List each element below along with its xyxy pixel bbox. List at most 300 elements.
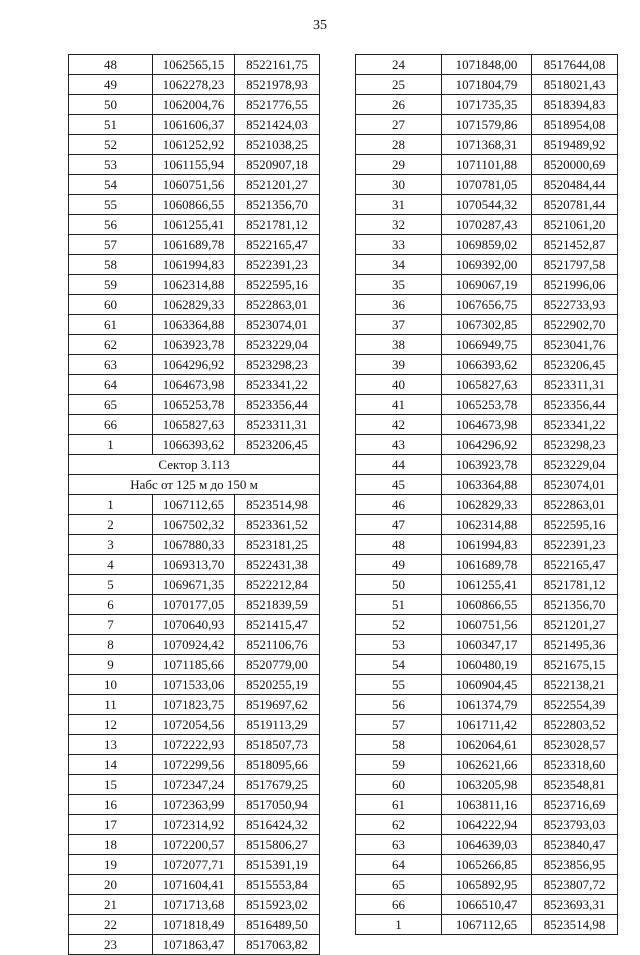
point-number-cell: 55 <box>69 195 153 215</box>
table-row <box>356 375 618 395</box>
x-coordinate-cell: 1069392,00 <box>442 255 532 275</box>
table-body-right <box>356 55 618 935</box>
point-number-cell: 21 <box>69 895 153 915</box>
x-coordinate-cell: 1067502,32 <box>153 515 235 535</box>
table-row <box>356 135 618 155</box>
table-row <box>69 695 320 715</box>
table-row <box>356 715 618 735</box>
y-coordinate-cell: 8519489,92 <box>532 135 618 155</box>
table-body-left <box>69 55 320 955</box>
table-row <box>356 355 618 375</box>
y-coordinate-cell: 8518095,66 <box>235 755 320 775</box>
point-number-cell: 22 <box>69 915 153 935</box>
y-coordinate-cell: 8521797,58 <box>532 255 618 275</box>
point-number-cell: 1 <box>69 495 153 515</box>
point-number-cell: 50 <box>356 575 442 595</box>
y-coordinate-cell: 8523298,23 <box>235 355 320 375</box>
y-coordinate-cell: 8523298,23 <box>532 435 618 455</box>
x-coordinate-cell: 1061994,83 <box>153 255 235 275</box>
y-coordinate-cell: 8521424,03 <box>235 115 320 135</box>
point-number-cell: 4 <box>69 555 153 575</box>
point-number-cell: 1 <box>69 435 153 455</box>
table-row <box>69 75 320 95</box>
y-coordinate-cell: 8517063,82 <box>235 935 320 955</box>
table-row <box>69 155 320 175</box>
table-row <box>356 595 618 615</box>
x-coordinate-cell: 1065827,63 <box>153 415 235 435</box>
point-number-cell: 2 <box>69 515 153 535</box>
table-row <box>356 235 618 255</box>
table-row <box>356 515 618 535</box>
x-coordinate-cell: 1064673,98 <box>153 375 235 395</box>
x-coordinate-cell: 1072314,92 <box>153 815 235 835</box>
x-coordinate-cell: 1065253,78 <box>442 395 532 415</box>
x-coordinate-cell: 1071579,86 <box>442 115 532 135</box>
y-coordinate-cell: 8521038,25 <box>235 135 320 155</box>
point-number-cell: 56 <box>356 695 442 715</box>
x-coordinate-cell: 1064673,98 <box>442 415 532 435</box>
table-row <box>356 495 618 515</box>
table-row <box>356 215 618 235</box>
point-number-cell: 20 <box>69 875 153 895</box>
x-coordinate-cell: 1060866,55 <box>153 195 235 215</box>
x-coordinate-cell: 1063364,88 <box>153 315 235 335</box>
point-number-cell: 57 <box>356 715 442 735</box>
y-coordinate-cell: 8523356,44 <box>532 395 618 415</box>
x-coordinate-cell: 1066510,47 <box>442 895 532 915</box>
y-coordinate-cell: 8521495,36 <box>532 635 618 655</box>
x-coordinate-cell: 1060904,45 <box>442 675 532 695</box>
point-number-cell: 42 <box>356 415 442 435</box>
y-coordinate-cell: 8523311,31 <box>532 375 618 395</box>
point-number-cell: 52 <box>356 615 442 635</box>
table-row <box>69 195 320 215</box>
point-number-cell: 8 <box>69 635 153 655</box>
x-coordinate-cell: 1067112,65 <box>442 915 532 935</box>
point-number-cell: 28 <box>356 135 442 155</box>
y-coordinate-cell: 8521356,70 <box>532 595 618 615</box>
point-number-cell: 59 <box>356 755 442 775</box>
y-coordinate-cell: 8523856,95 <box>532 855 618 875</box>
table-row <box>69 855 320 875</box>
point-number-cell: 38 <box>356 335 442 355</box>
point-number-cell: 57 <box>69 235 153 255</box>
y-coordinate-cell: 8523356,44 <box>235 395 320 415</box>
point-number-cell: 62 <box>356 815 442 835</box>
x-coordinate-cell: 1072347,24 <box>153 775 235 795</box>
table-row <box>69 295 320 315</box>
y-coordinate-cell: 8517050,94 <box>235 795 320 815</box>
y-coordinate-cell: 8515923,02 <box>235 895 320 915</box>
y-coordinate-cell: 8521106,76 <box>235 635 320 655</box>
y-coordinate-cell: 8521201,27 <box>532 615 618 635</box>
table-row <box>69 815 320 835</box>
point-number-cell: 66 <box>69 415 153 435</box>
x-coordinate-cell: 1071823,75 <box>153 695 235 715</box>
point-number-cell: 61 <box>356 795 442 815</box>
table-row <box>356 815 618 835</box>
table-row <box>69 315 320 335</box>
point-number-cell: 45 <box>356 475 442 495</box>
x-coordinate-cell: 1069313,70 <box>153 555 235 575</box>
table-row <box>356 255 618 275</box>
table-row <box>69 175 320 195</box>
y-coordinate-cell: 8522595,16 <box>532 515 618 535</box>
x-coordinate-cell: 1063811,16 <box>442 795 532 815</box>
y-coordinate-cell: 8523074,01 <box>532 475 618 495</box>
x-coordinate-cell: 1061155,94 <box>153 155 235 175</box>
table-row <box>356 795 618 815</box>
point-number-cell: 25 <box>356 75 442 95</box>
x-coordinate-cell: 1066949,75 <box>442 335 532 355</box>
y-coordinate-cell: 8518954,08 <box>532 115 618 135</box>
y-coordinate-cell: 8519697,62 <box>235 695 320 715</box>
point-number-cell: 24 <box>356 55 442 75</box>
y-coordinate-cell: 8517679,25 <box>235 775 320 795</box>
table-row <box>69 595 320 615</box>
point-number-cell: 50 <box>69 95 153 115</box>
y-coordinate-cell: 8521776,55 <box>235 95 320 115</box>
point-number-cell: 33 <box>356 235 442 255</box>
x-coordinate-cell: 1061994,83 <box>442 535 532 555</box>
table-row <box>356 855 618 875</box>
point-number-cell: 47 <box>356 515 442 535</box>
y-coordinate-cell: 8515391,19 <box>235 855 320 875</box>
x-coordinate-cell: 1072054,56 <box>153 715 235 735</box>
y-coordinate-cell: 8522733,93 <box>532 295 618 315</box>
x-coordinate-cell: 1063205,98 <box>442 775 532 795</box>
point-number-cell: 19 <box>69 855 153 875</box>
table-row <box>356 115 618 135</box>
x-coordinate-cell: 1061255,41 <box>153 215 235 235</box>
x-coordinate-cell: 1070640,93 <box>153 615 235 635</box>
table-row <box>356 755 618 775</box>
point-number-cell: 51 <box>69 115 153 135</box>
y-coordinate-cell: 8523341,22 <box>235 375 320 395</box>
y-coordinate-cell: 8523028,57 <box>532 735 618 755</box>
x-coordinate-cell: 1064296,92 <box>442 435 532 455</box>
table-row <box>69 355 320 375</box>
y-coordinate-cell: 8523074,01 <box>235 315 320 335</box>
table-row <box>356 915 618 935</box>
point-number-cell: 3 <box>69 535 153 555</box>
point-number-cell: 65 <box>69 395 153 415</box>
section-header-cell: Сектор 3.113 <box>69 455 320 475</box>
x-coordinate-cell: 1061255,41 <box>442 575 532 595</box>
y-coordinate-cell: 8520255,19 <box>235 675 320 695</box>
x-coordinate-cell: 1062829,33 <box>153 295 235 315</box>
point-number-cell: 44 <box>356 455 442 475</box>
x-coordinate-cell: 1069671,35 <box>153 575 235 595</box>
x-coordinate-cell: 1072222,93 <box>153 735 235 755</box>
x-coordinate-cell: 1061711,42 <box>442 715 532 735</box>
table-row <box>69 475 320 495</box>
point-number-cell: 40 <box>356 375 442 395</box>
y-coordinate-cell: 8518021,43 <box>532 75 618 95</box>
x-coordinate-cell: 1064639,03 <box>442 835 532 855</box>
x-coordinate-cell: 1062314,88 <box>153 275 235 295</box>
x-coordinate-cell: 1065892,95 <box>442 875 532 895</box>
y-coordinate-cell: 8515806,27 <box>235 835 320 855</box>
table-row <box>356 475 618 495</box>
point-number-cell: 53 <box>356 635 442 655</box>
table-row <box>356 155 618 175</box>
y-coordinate-cell: 8522391,23 <box>235 255 320 275</box>
table-row <box>69 555 320 575</box>
x-coordinate-cell: 1067112,65 <box>153 495 235 515</box>
table-row <box>356 455 618 475</box>
x-coordinate-cell: 1067880,33 <box>153 535 235 555</box>
x-coordinate-cell: 1062565,15 <box>153 55 235 75</box>
x-coordinate-cell: 1062621,66 <box>442 755 532 775</box>
table-row <box>69 495 320 515</box>
table-row <box>69 775 320 795</box>
x-coordinate-cell: 1071863,47 <box>153 935 235 955</box>
table-row <box>356 315 618 335</box>
table-row <box>69 335 320 355</box>
x-coordinate-cell: 1061374,79 <box>442 695 532 715</box>
point-number-cell: 48 <box>69 55 153 75</box>
point-number-cell: 54 <box>356 655 442 675</box>
x-coordinate-cell: 1062004,76 <box>153 95 235 115</box>
table-row <box>69 755 320 775</box>
x-coordinate-cell: 1065266,85 <box>442 855 532 875</box>
y-coordinate-cell: 8523341,22 <box>532 415 618 435</box>
table-row <box>69 655 320 675</box>
x-coordinate-cell: 1064222,94 <box>442 815 532 835</box>
x-coordinate-cell: 1071368,31 <box>442 135 532 155</box>
x-coordinate-cell: 1060751,56 <box>442 615 532 635</box>
x-coordinate-cell: 1066393,62 <box>442 355 532 375</box>
y-coordinate-cell: 8519113,29 <box>235 715 320 735</box>
table-row <box>356 895 618 915</box>
point-number-cell: 63 <box>356 835 442 855</box>
x-coordinate-cell: 1069067,19 <box>442 275 532 295</box>
table-row <box>356 735 618 755</box>
x-coordinate-cell: 1071533,06 <box>153 675 235 695</box>
point-number-cell: 7 <box>69 615 153 635</box>
x-coordinate-cell: 1061689,78 <box>442 555 532 575</box>
x-coordinate-cell: 1070781,05 <box>442 175 532 195</box>
y-coordinate-cell: 8523840,47 <box>532 835 618 855</box>
table-row <box>356 535 618 555</box>
y-coordinate-cell: 8523041,76 <box>532 335 618 355</box>
y-coordinate-cell: 8522212,84 <box>235 575 320 595</box>
point-number-cell: 49 <box>69 75 153 95</box>
point-number-cell: 61 <box>69 315 153 335</box>
point-number-cell: 14 <box>69 755 153 775</box>
x-coordinate-cell: 1069859,02 <box>442 235 532 255</box>
point-number-cell: 48 <box>356 535 442 555</box>
y-coordinate-cell: 8522803,52 <box>532 715 618 735</box>
point-number-cell: 34 <box>356 255 442 275</box>
y-coordinate-cell: 8521996,06 <box>532 275 618 295</box>
table-row <box>69 235 320 255</box>
table-row <box>69 915 320 935</box>
x-coordinate-cell: 1062064,61 <box>442 735 532 755</box>
x-coordinate-cell: 1062278,23 <box>153 75 235 95</box>
point-number-cell: 32 <box>356 215 442 235</box>
point-number-cell: 64 <box>356 855 442 875</box>
y-coordinate-cell: 8521839,59 <box>235 595 320 615</box>
table-row <box>356 275 618 295</box>
y-coordinate-cell: 8523514,98 <box>235 495 320 515</box>
table-row <box>69 675 320 695</box>
point-number-cell: 5 <box>69 575 153 595</box>
point-number-cell: 27 <box>356 115 442 135</box>
point-number-cell: 64 <box>69 375 153 395</box>
point-number-cell: 56 <box>69 215 153 235</box>
x-coordinate-cell: 1070177,05 <box>153 595 235 615</box>
point-number-cell: 60 <box>356 775 442 795</box>
y-coordinate-cell: 8521201,27 <box>235 175 320 195</box>
table-row <box>69 615 320 635</box>
y-coordinate-cell: 8523361,52 <box>235 515 320 535</box>
table-row <box>69 275 320 295</box>
point-number-cell: 52 <box>69 135 153 155</box>
point-number-cell: 6 <box>69 595 153 615</box>
point-number-cell: 60 <box>69 295 153 315</box>
table-row <box>356 775 618 795</box>
x-coordinate-cell: 1071804,79 <box>442 75 532 95</box>
table-row <box>356 335 618 355</box>
y-coordinate-cell: 8522863,01 <box>532 495 618 515</box>
point-number-cell: 9 <box>69 655 153 675</box>
table-row <box>356 75 618 95</box>
y-coordinate-cell: 8521781,12 <box>532 575 618 595</box>
x-coordinate-cell: 1071185,66 <box>153 655 235 675</box>
x-coordinate-cell: 1071848,00 <box>442 55 532 75</box>
y-coordinate-cell: 8522431,38 <box>235 555 320 575</box>
table-row <box>69 135 320 155</box>
point-number-cell: 23 <box>69 935 153 955</box>
point-number-cell: 29 <box>356 155 442 175</box>
x-coordinate-cell: 1062314,88 <box>442 515 532 535</box>
point-number-cell: 65 <box>356 875 442 895</box>
point-number-cell: 18 <box>69 835 153 855</box>
x-coordinate-cell: 1061252,92 <box>153 135 235 155</box>
x-coordinate-cell: 1071818,49 <box>153 915 235 935</box>
table-row <box>69 535 320 555</box>
x-coordinate-cell: 1072299,56 <box>153 755 235 775</box>
point-number-cell: 63 <box>69 355 153 375</box>
y-coordinate-cell: 8521978,93 <box>235 75 320 95</box>
point-number-cell: 55 <box>356 675 442 695</box>
y-coordinate-cell: 8520484,44 <box>532 175 618 195</box>
table-row <box>69 935 320 955</box>
x-coordinate-cell: 1070287,43 <box>442 215 532 235</box>
y-coordinate-cell: 8522161,75 <box>235 55 320 75</box>
x-coordinate-cell: 1060347,17 <box>442 635 532 655</box>
x-coordinate-cell: 1065253,78 <box>153 395 235 415</box>
table-row <box>356 615 618 635</box>
y-coordinate-cell: 8518394,83 <box>532 95 618 115</box>
section-header-cell: Набс от 125 м до 150 м <box>69 475 320 495</box>
table-row <box>69 255 320 275</box>
point-number-cell: 15 <box>69 775 153 795</box>
table-row <box>69 415 320 435</box>
x-coordinate-cell: 1063923,78 <box>153 335 235 355</box>
point-number-cell: 49 <box>356 555 442 575</box>
table-row <box>69 635 320 655</box>
point-number-cell: 53 <box>69 155 153 175</box>
x-coordinate-cell: 1061689,78 <box>153 235 235 255</box>
point-number-cell: 66 <box>356 895 442 915</box>
table-row <box>356 295 618 315</box>
x-coordinate-cell: 1065827,63 <box>442 375 532 395</box>
y-coordinate-cell: 8523807,72 <box>532 875 618 895</box>
table-row <box>69 95 320 115</box>
table-row <box>356 635 618 655</box>
table-row <box>356 55 618 75</box>
table-row <box>69 715 320 735</box>
point-number-cell: 12 <box>69 715 153 735</box>
table-row <box>69 115 320 135</box>
x-coordinate-cell: 1063923,78 <box>442 455 532 475</box>
y-coordinate-cell: 8523206,45 <box>235 435 320 455</box>
y-coordinate-cell: 8523793,03 <box>532 815 618 835</box>
y-coordinate-cell: 8522554,39 <box>532 695 618 715</box>
table-row <box>356 695 618 715</box>
table-row <box>69 455 320 475</box>
y-coordinate-cell: 8521452,87 <box>532 235 618 255</box>
x-coordinate-cell: 1070544,32 <box>442 195 532 215</box>
y-coordinate-cell: 8518507,73 <box>235 735 320 755</box>
y-coordinate-cell: 8522165,47 <box>235 235 320 255</box>
y-coordinate-cell: 8523548,81 <box>532 775 618 795</box>
point-number-cell: 16 <box>69 795 153 815</box>
y-coordinate-cell: 8521781,12 <box>235 215 320 235</box>
y-coordinate-cell: 8516424,32 <box>235 815 320 835</box>
table-row <box>69 55 320 75</box>
table-row <box>356 675 618 695</box>
coordinates-table-right <box>355 54 618 935</box>
table-row <box>356 95 618 115</box>
point-number-cell: 37 <box>356 315 442 335</box>
point-number-cell: 35 <box>356 275 442 295</box>
point-number-cell: 41 <box>356 395 442 415</box>
y-coordinate-cell: 8523311,31 <box>235 415 320 435</box>
table-row <box>69 395 320 415</box>
x-coordinate-cell: 1064296,92 <box>153 355 235 375</box>
y-coordinate-cell: 8523206,45 <box>532 355 618 375</box>
point-number-cell: 1 <box>356 915 442 935</box>
point-number-cell: 26 <box>356 95 442 115</box>
y-coordinate-cell: 8522595,16 <box>235 275 320 295</box>
point-number-cell: 54 <box>69 175 153 195</box>
coordinates-table-left <box>68 54 320 955</box>
point-number-cell: 11 <box>69 695 153 715</box>
point-number-cell: 36 <box>356 295 442 315</box>
page-number: 35 <box>313 18 327 33</box>
table-row <box>69 895 320 915</box>
point-number-cell: 17 <box>69 815 153 835</box>
point-number-cell: 46 <box>356 495 442 515</box>
table-row <box>356 415 618 435</box>
point-number-cell: 59 <box>69 275 153 295</box>
y-coordinate-cell: 8523229,04 <box>532 455 618 475</box>
table-row <box>69 375 320 395</box>
y-coordinate-cell: 8523229,04 <box>235 335 320 355</box>
point-number-cell: 10 <box>69 675 153 695</box>
table-row <box>69 795 320 815</box>
y-coordinate-cell: 8521356,70 <box>235 195 320 215</box>
table-row <box>69 735 320 755</box>
table-row <box>69 875 320 895</box>
point-number-cell: 58 <box>356 735 442 755</box>
table-row <box>69 515 320 535</box>
table-row <box>69 215 320 235</box>
